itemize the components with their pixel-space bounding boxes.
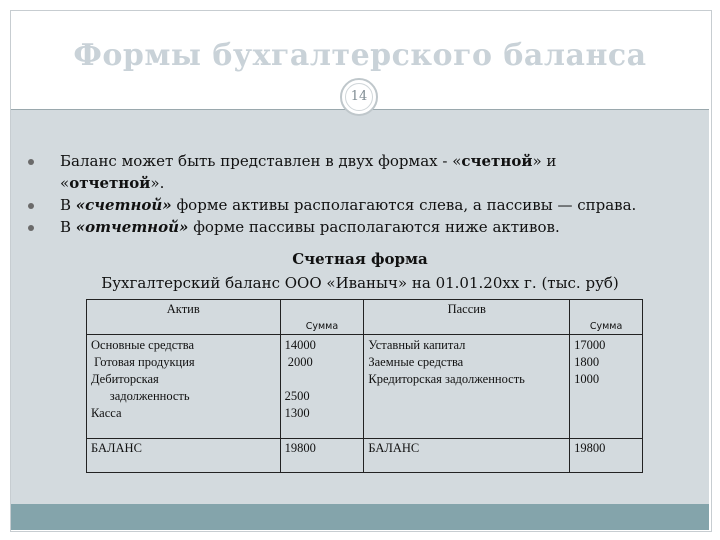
active-item: Дебиторская: [91, 372, 159, 386]
active-sum: 2500: [284, 389, 310, 403]
slide-title: Формы бухгалтерского баланса: [73, 38, 647, 73]
bullet-text: ».: [150, 174, 165, 192]
active-item: Касса: [91, 406, 122, 420]
header-sum-passive-label: Сумма: [589, 321, 623, 332]
passive-sum: 1800: [574, 355, 600, 369]
active-item: Основные средства: [91, 338, 195, 352]
table-caption: Бухгалтерский баланс ООО «Иваныч» на 01.01.20хх г. (тыс. руб): [101, 274, 619, 292]
header-sum-active: [280, 300, 364, 335]
header-passive: [364, 300, 570, 335]
bullet-text: В: [60, 218, 76, 236]
header-passive-label: Пассив: [447, 302, 486, 316]
active-items-cell: [87, 335, 281, 439]
table-header-row: [87, 300, 643, 335]
header-active: [87, 300, 281, 335]
bullet-item: [28, 150, 708, 172]
bullet-dot-icon: [28, 203, 34, 209]
bullet-text: форме пассивы располагаются ниже активов.: [188, 218, 560, 236]
bullet-text: «счетной»: [75, 196, 172, 214]
total-label-active: БАЛАНС: [87, 439, 281, 473]
active-sum: [285, 371, 360, 388]
total-value-passive: 19800: [570, 439, 643, 473]
bullet-dot-icon: [28, 159, 34, 165]
balance-table: [86, 299, 643, 473]
bullet-text: счетной: [461, 152, 533, 170]
passive-sums-cell: [570, 335, 643, 439]
bullet-text: » и: [532, 152, 557, 170]
passive-item: Кредиторская задолженность: [368, 372, 525, 386]
table-row-total: [87, 439, 643, 473]
page-number: 14: [340, 78, 378, 116]
active-sum: 2000: [284, 355, 313, 369]
header-sum-active-label: Сумма: [305, 321, 339, 332]
passive-sum: 1000: [574, 372, 600, 386]
active-item: Готовая продукция: [91, 355, 195, 369]
active-sums-cell: [280, 335, 364, 439]
total-label-passive: БАЛАНС: [364, 439, 570, 473]
footer-bar: [11, 504, 709, 530]
section-heading: Счетная форма: [292, 250, 428, 268]
passive-item: Заемные средства: [368, 355, 464, 369]
bullet-text: Баланс может быть представлен в двух формах - «: [60, 152, 462, 170]
bullet-dot-icon: [28, 225, 34, 231]
active-sum: 1300: [284, 406, 310, 420]
passive-item: Уставный капитал: [368, 338, 466, 352]
passive-items-cell: [364, 335, 570, 439]
bullet-text: В: [60, 196, 76, 214]
bullet-item: [28, 216, 708, 238]
header-sum-passive: [570, 300, 643, 335]
bullet-list: [28, 150, 708, 238]
active-item: задолженность: [91, 389, 190, 403]
bullet-text: форме активы располагаются слева, а пассивы — справа.: [171, 196, 637, 214]
table-row-items: [87, 335, 643, 439]
active-sum: 14000: [284, 338, 316, 352]
bullet-item: [28, 172, 708, 194]
bullet-item: [28, 194, 708, 216]
bullet-text: «отчетной»: [75, 218, 189, 236]
passive-sum: 17000: [574, 338, 606, 352]
total-value-active: 19800: [280, 439, 364, 473]
header-active-label: Актив: [166, 302, 200, 316]
bullet-text: «: [60, 174, 70, 192]
bullet-text: отчетной: [69, 174, 151, 192]
